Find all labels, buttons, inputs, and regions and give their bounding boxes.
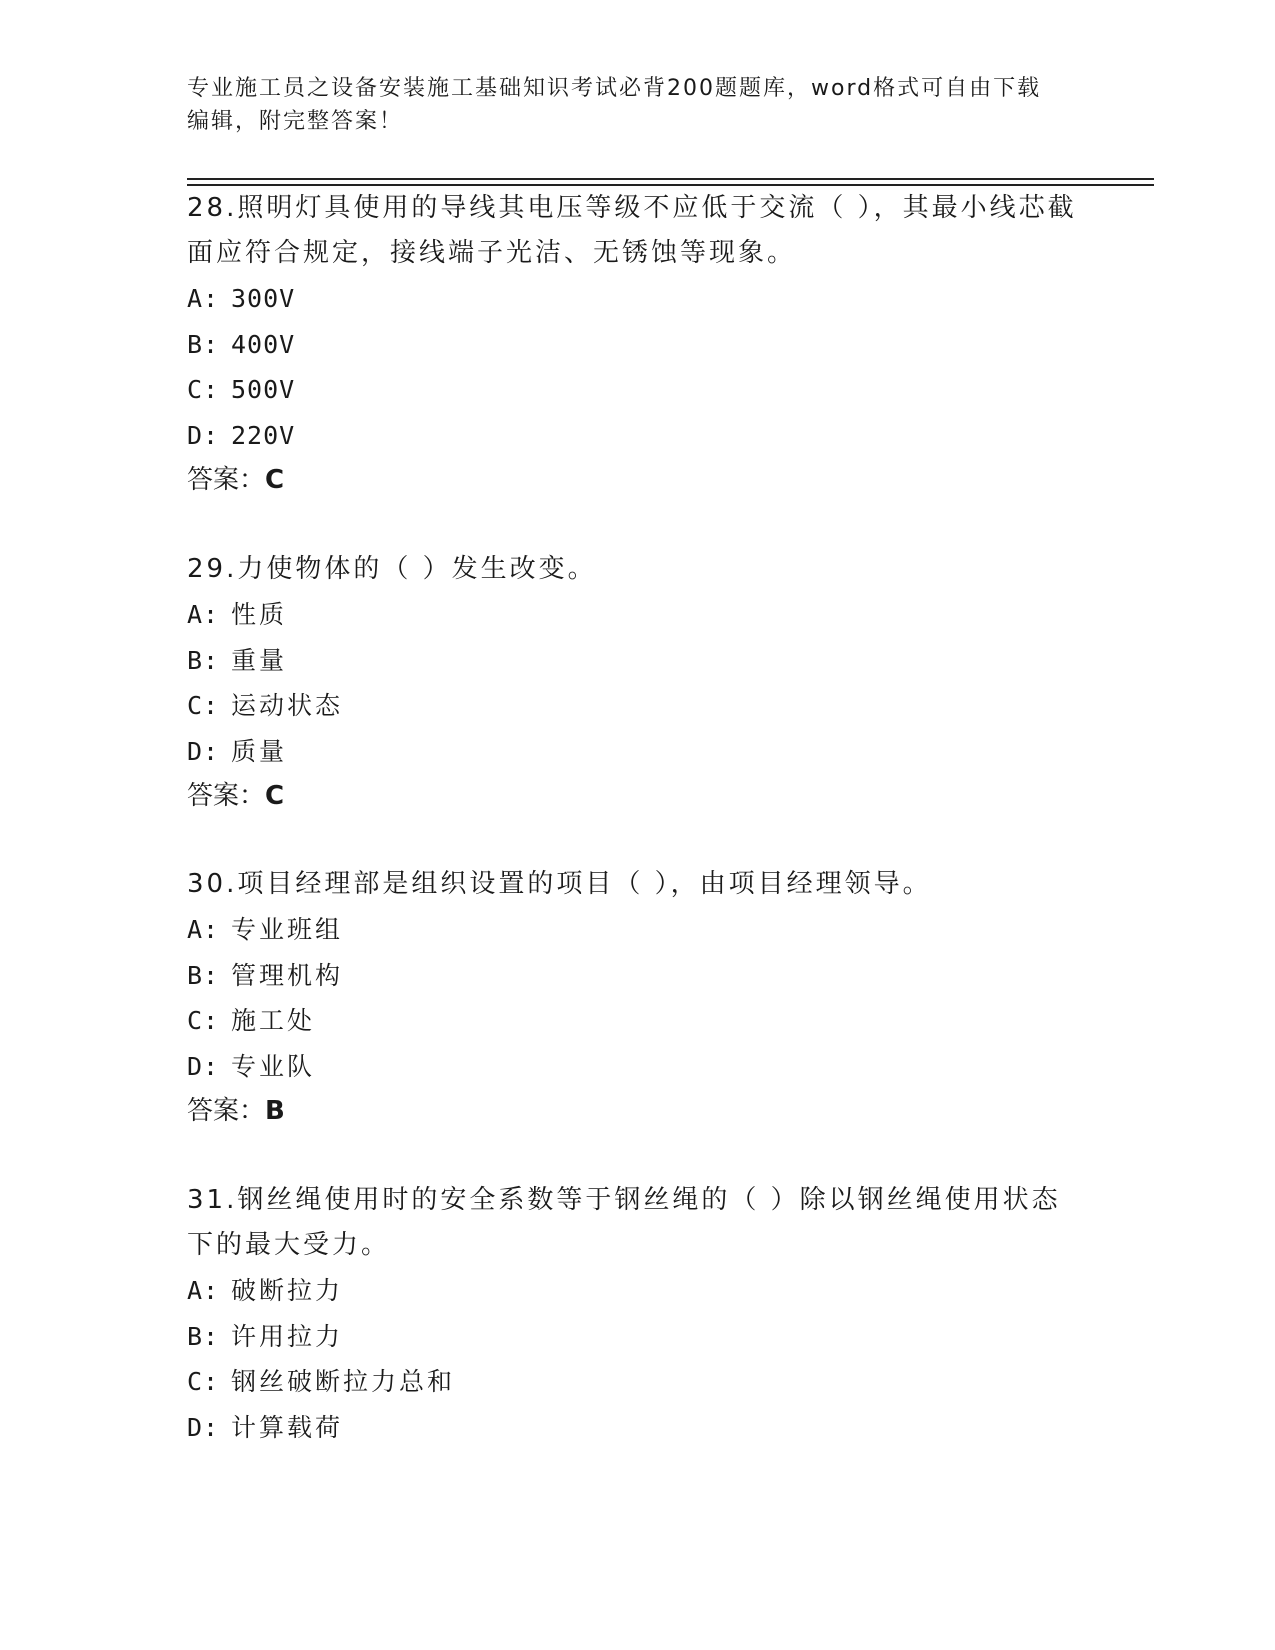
option-key: C: <box>187 691 220 720</box>
answer-line <box>187 774 1077 818</box>
option-b <box>187 1314 1077 1360</box>
option-key: D: <box>187 1051 220 1081</box>
option-key: D: <box>187 736 220 766</box>
option-text: 运动状态 <box>231 691 344 720</box>
answer-line <box>187 458 1077 502</box>
answer-value: C <box>265 465 285 495</box>
option-text: 许用拉力 <box>231 1321 344 1351</box>
option-b <box>187 953 1077 999</box>
question-stem: 30.项目经理部是组织设置的项目（ ），由项目经理领导。 <box>187 869 932 899</box>
option-text: 管理机构 <box>231 960 344 990</box>
option-text: 施工处 <box>231 1006 316 1035</box>
question-30 <box>187 862 1077 1133</box>
option-text: 钢丝破断拉力总和 <box>231 1367 456 1396</box>
option-text: 专业班组 <box>231 915 344 944</box>
option-text: 计算载荷 <box>231 1412 344 1442</box>
option-a <box>187 592 1077 638</box>
answer-value: C <box>265 781 285 811</box>
option-key: D: <box>187 1412 220 1442</box>
option-key: C: <box>187 1006 220 1035</box>
option-c <box>187 998 1077 1044</box>
option-a <box>187 276 1077 322</box>
option-key: B: <box>187 960 220 990</box>
option-key: C: <box>187 1367 220 1396</box>
option-key: B: <box>187 329 220 359</box>
option-c <box>187 367 1077 413</box>
question-31 <box>187 1178 1077 1450</box>
option-c <box>187 1359 1077 1405</box>
option-key: B: <box>187 645 220 675</box>
question-stem: 31.钢丝绳使用时的安全系数等于钢丝绳的（ ）除以钢丝绳使用状态下的最大受力。 <box>187 1185 1061 1260</box>
option-c <box>187 683 1077 729</box>
option-text: 专业队 <box>231 1051 316 1081</box>
answer-label: 答案： <box>187 781 266 811</box>
question-29 <box>187 547 1077 818</box>
option-text: 质量 <box>231 736 288 766</box>
option-d <box>187 1405 1077 1451</box>
option-text: 性质 <box>231 600 288 629</box>
option-key: D: <box>187 420 220 450</box>
option-d <box>187 1044 1077 1090</box>
header-line-1: 专业施工员之设备安装施工基础知识考试必背200题题库，word格式可自由下载 <box>187 76 1042 101</box>
option-b <box>187 638 1077 684</box>
option-d <box>187 413 1077 459</box>
option-text: 300V <box>231 284 296 313</box>
question-stem: 29.力使物体的（ ）发生改变。 <box>187 554 597 584</box>
answer-label: 答案： <box>187 465 266 495</box>
question-stem: 28.照明灯具使用的导线其电压等级不应低于交流（ ），其最小线芯截面应符合规定，接线端子光洁、无锈蚀等现象。 <box>187 193 1077 268</box>
option-d <box>187 729 1077 775</box>
answer-value: B <box>265 1096 285 1126</box>
answer-label: 答案： <box>187 1096 266 1126</box>
option-key: A: <box>187 600 220 629</box>
answer-line <box>187 1089 1077 1133</box>
option-b <box>187 322 1077 368</box>
option-text: 400V <box>231 329 296 359</box>
option-key: A: <box>187 915 220 944</box>
option-text: 重量 <box>231 645 288 675</box>
option-a <box>187 1268 1077 1314</box>
header-divider-top <box>187 178 1154 180</box>
option-text: 220V <box>231 420 296 450</box>
document-header <box>187 72 1087 138</box>
option-key: C: <box>187 375 220 404</box>
question-28 <box>187 186 1077 502</box>
option-key: B: <box>187 1321 220 1351</box>
header-line-2: 编辑，附完整答案！ <box>187 109 404 134</box>
option-text: 破断拉力 <box>231 1276 344 1305</box>
option-key: A: <box>187 1276 220 1305</box>
option-key: A: <box>187 284 220 313</box>
option-text: 500V <box>231 375 296 404</box>
option-a <box>187 907 1077 953</box>
